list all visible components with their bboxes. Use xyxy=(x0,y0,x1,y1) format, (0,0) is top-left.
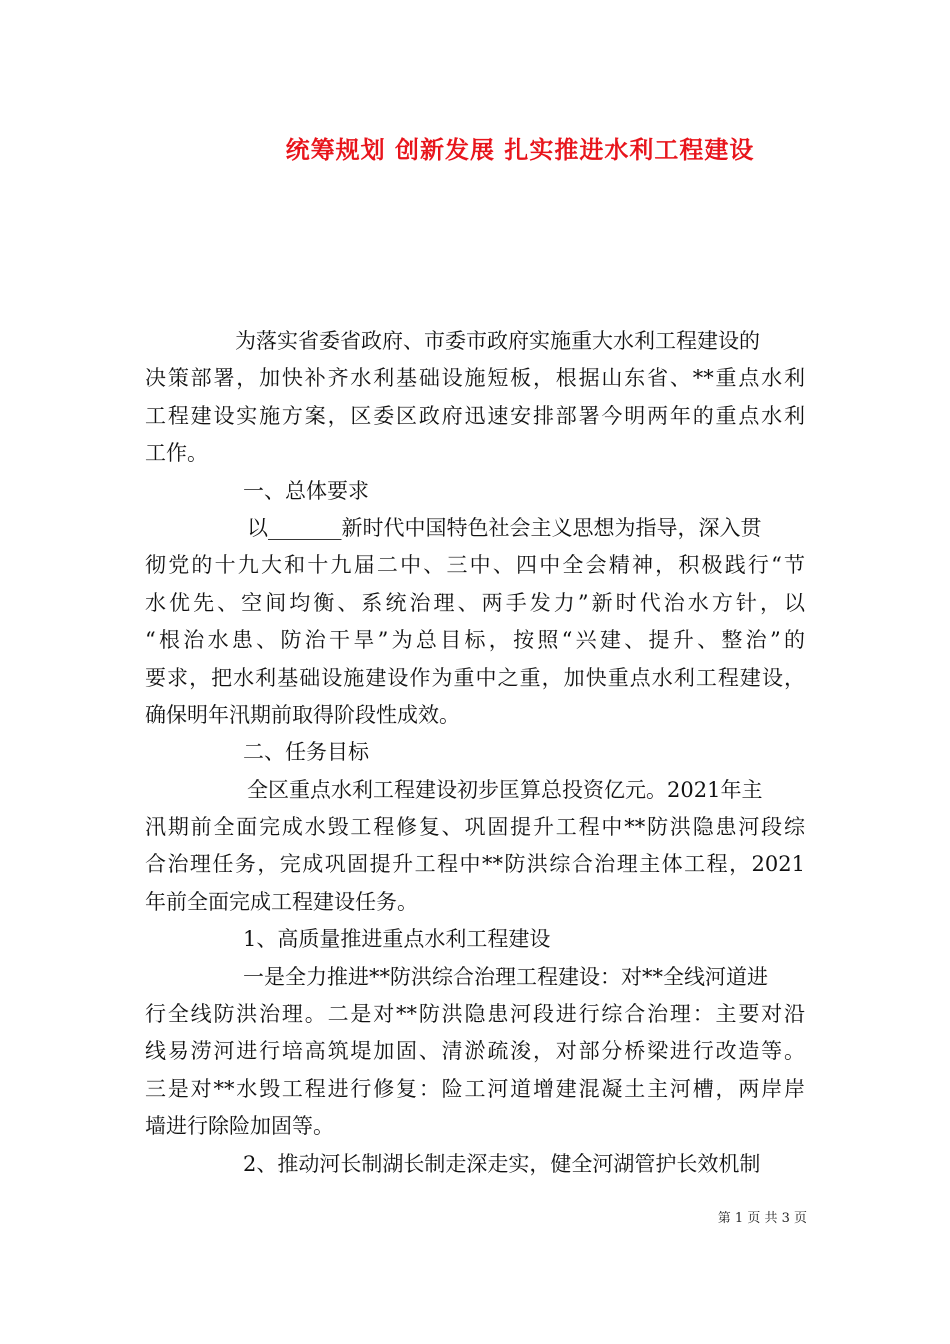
paragraph-line: 汛期前全面完成水毁工程修复、巩固提升工程中**防洪隐患河段综 xyxy=(145,815,805,840)
paragraph-line: 线易涝河进行培高筑堤加固、清淤疏浚，对部分桥梁进行改造等。 xyxy=(145,1039,805,1064)
document-body xyxy=(145,323,805,1183)
paragraph-line: 一是全力推进**防洪综合治理工程建设：对**全线河道进 xyxy=(243,964,768,989)
paragraph-line: 决策部署，加快补齐水利基础设施短板，根据山东省、**重点水利 xyxy=(145,366,805,391)
paragraph-line: 三是对**水毁工程进行修复：险工河道增建混凝土主河槽，两岸岸 xyxy=(145,1076,805,1101)
paragraph-line: 工作。 xyxy=(145,441,208,466)
paragraph-line: 工程建设实施方案，区委区政府迅速安排部署今明两年的重点水利 xyxy=(145,403,805,428)
paragraph-line: 行全线防洪治理。二是对**防洪隐患河段进行综合治理：主要对沿 xyxy=(145,1002,805,1027)
subsection-heading: 2、推动河长制湖长制走深走实，健全河湖管护长效机制 xyxy=(243,1151,761,1176)
paragraph-line: 彻党的十九大和十九届二中、三中、四中全会精神，积极践行“节 xyxy=(145,553,805,578)
section-heading: 二、任务目标 xyxy=(243,740,369,765)
paragraph-line: 水优先、空间均衡、系统治理、两手发力”新时代治水方针，以 xyxy=(145,590,805,615)
paragraph-line: 为落实省委省政府、市委市政府实施重大水利工程建设的 xyxy=(235,329,760,353)
paragraph-line: 全区重点水利工程建设初步匡算总投资亿元。2021年主 xyxy=(247,777,763,802)
paragraph-line: 合治理任务，完成巩固提升工程中**防洪综合治理主体工程，2021 xyxy=(145,852,805,877)
subsection-heading: 1、高质量推进重点水利工程建设 xyxy=(243,927,551,952)
paragraph-line: 墙进行除险加固等。 xyxy=(145,1114,334,1139)
paragraph-line: “根治水患、防治干旱”为总目标，按照“兴建、提升、整治”的 xyxy=(145,628,805,653)
document-title: 统筹规划 创新发展 扎实推进水利工程建设 xyxy=(285,136,755,164)
paragraph-line: 以_______新时代中国特色社会主义思想为指导，深入贯 xyxy=(247,515,762,540)
paragraph-line: 确保明年汛期前取得阶段性成效。 xyxy=(145,702,460,727)
page-number: 第 1 页 共 3 页 xyxy=(717,1211,807,1226)
paragraph-line: 年前全面完成工程建设任务。 xyxy=(145,889,418,914)
section-heading: 一、总体要求 xyxy=(243,478,369,503)
paragraph-line: 要求，把水利基础设施建设作为重中之重，加快重点水利工程建设， xyxy=(145,665,805,690)
